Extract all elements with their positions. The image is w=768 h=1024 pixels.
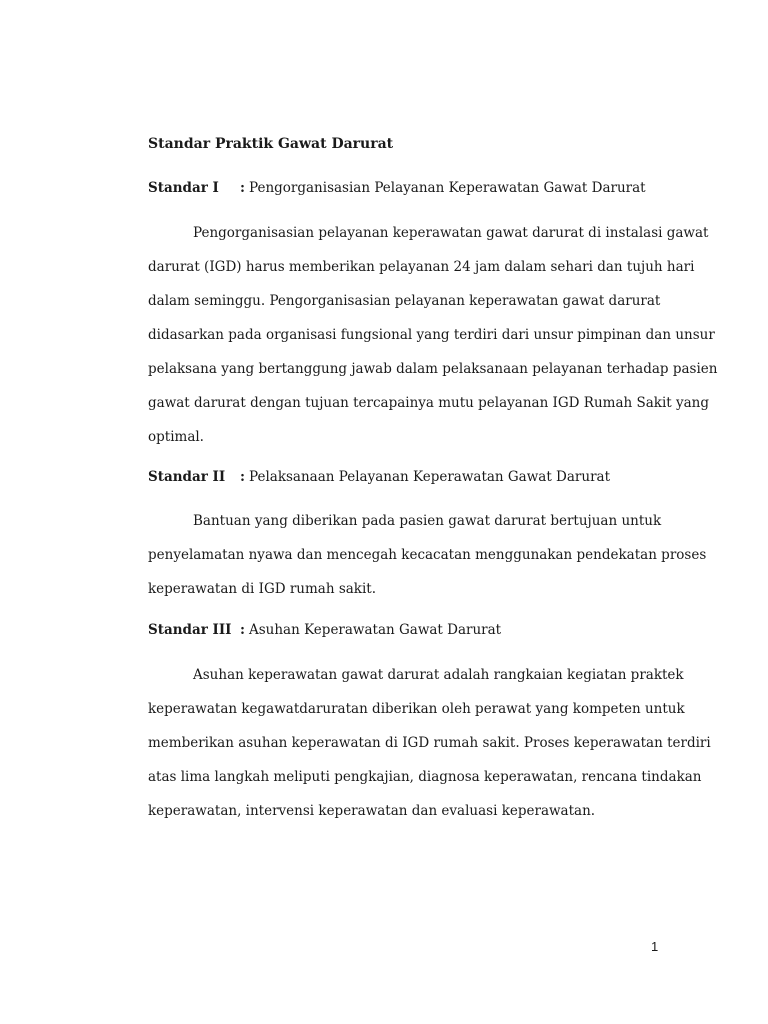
section-heading-standar-ii [148, 469, 610, 485]
paragraph-line: optimal. [148, 429, 204, 445]
section-colon: : [240, 180, 245, 196]
section-label: Standar II [148, 469, 226, 485]
section-colon: : [240, 469, 245, 485]
section-heading-text: Pelaksanaan Pelayanan Keperawatan Gawat Darurat [248, 469, 610, 485]
paragraph-line: didasarkan pada organisasi fungsional yang terdiri dari unsur pimpinan dan unsur [148, 327, 715, 343]
section-heading-standar-iii [148, 622, 501, 638]
paragraph-line: darurat (IGD) harus memberikan pelayanan 24 jam dalam sehari dan tujuh hari [148, 259, 695, 275]
paragraph-line: pelaksana yang bertanggung jawab dalam pelaksanaan pelayanan terhadap pasien [148, 361, 718, 377]
paragraph-line: Asuhan keperawatan gawat darurat adalah rangkaian kegiatan praktek [193, 667, 684, 683]
document-title: Standar Praktik Gawat Darurat [148, 136, 394, 152]
paragraph-line: penyelamatan nyawa dan mencegah kecacatan menggunakan pendekatan proses [148, 547, 707, 563]
paragraph-line: Bantuan yang diberikan pada pasien gawat darurat bertujuan untuk [193, 513, 662, 529]
paragraph-line: memberikan asuhan keperawatan di IGD rumah sakit. Proses keperawatan terdiri [148, 735, 711, 751]
paragraph-line: Pengorganisasian pelayanan keperawatan gawat darurat di instalasi gawat [193, 225, 709, 241]
paragraph-line: dalam seminggu. Pengorganisasian pelayanan keperawatan gawat darurat [148, 293, 661, 309]
section-label: Standar III [148, 622, 232, 638]
section-heading-text: Asuhan Keperawatan Gawat Darurat [248, 622, 502, 638]
paragraph-line: atas lima langkah meliputi pengkajian, diagnosa keperawatan, rencana tindakan [148, 769, 702, 785]
section-paragraph-standar-ii [148, 504, 707, 606]
section-paragraph-standar-iii [148, 658, 711, 828]
page-number: 1 [651, 939, 659, 954]
section-heading-text: Pengorganisasian Pelayanan Keperawatan Gawat Darurat [248, 180, 646, 196]
paragraph-line: keperawatan di IGD rumah sakit. [148, 581, 377, 597]
section-heading-standar-i [148, 180, 646, 196]
paragraph-line: gawat darurat dengan tujuan tercapainya mutu pelayanan IGD Rumah Sakit yang [148, 395, 710, 411]
section-colon: : [240, 622, 245, 638]
paragraph-line: keperawatan kegawatdaruratan diberikan oleh perawat yang kompeten untuk [148, 701, 685, 717]
section-label: Standar I [148, 180, 219, 196]
section-paragraph-standar-i [148, 216, 718, 454]
paragraph-line: keperawatan, intervensi keperawatan dan evaluasi keperawatan. [148, 803, 596, 819]
